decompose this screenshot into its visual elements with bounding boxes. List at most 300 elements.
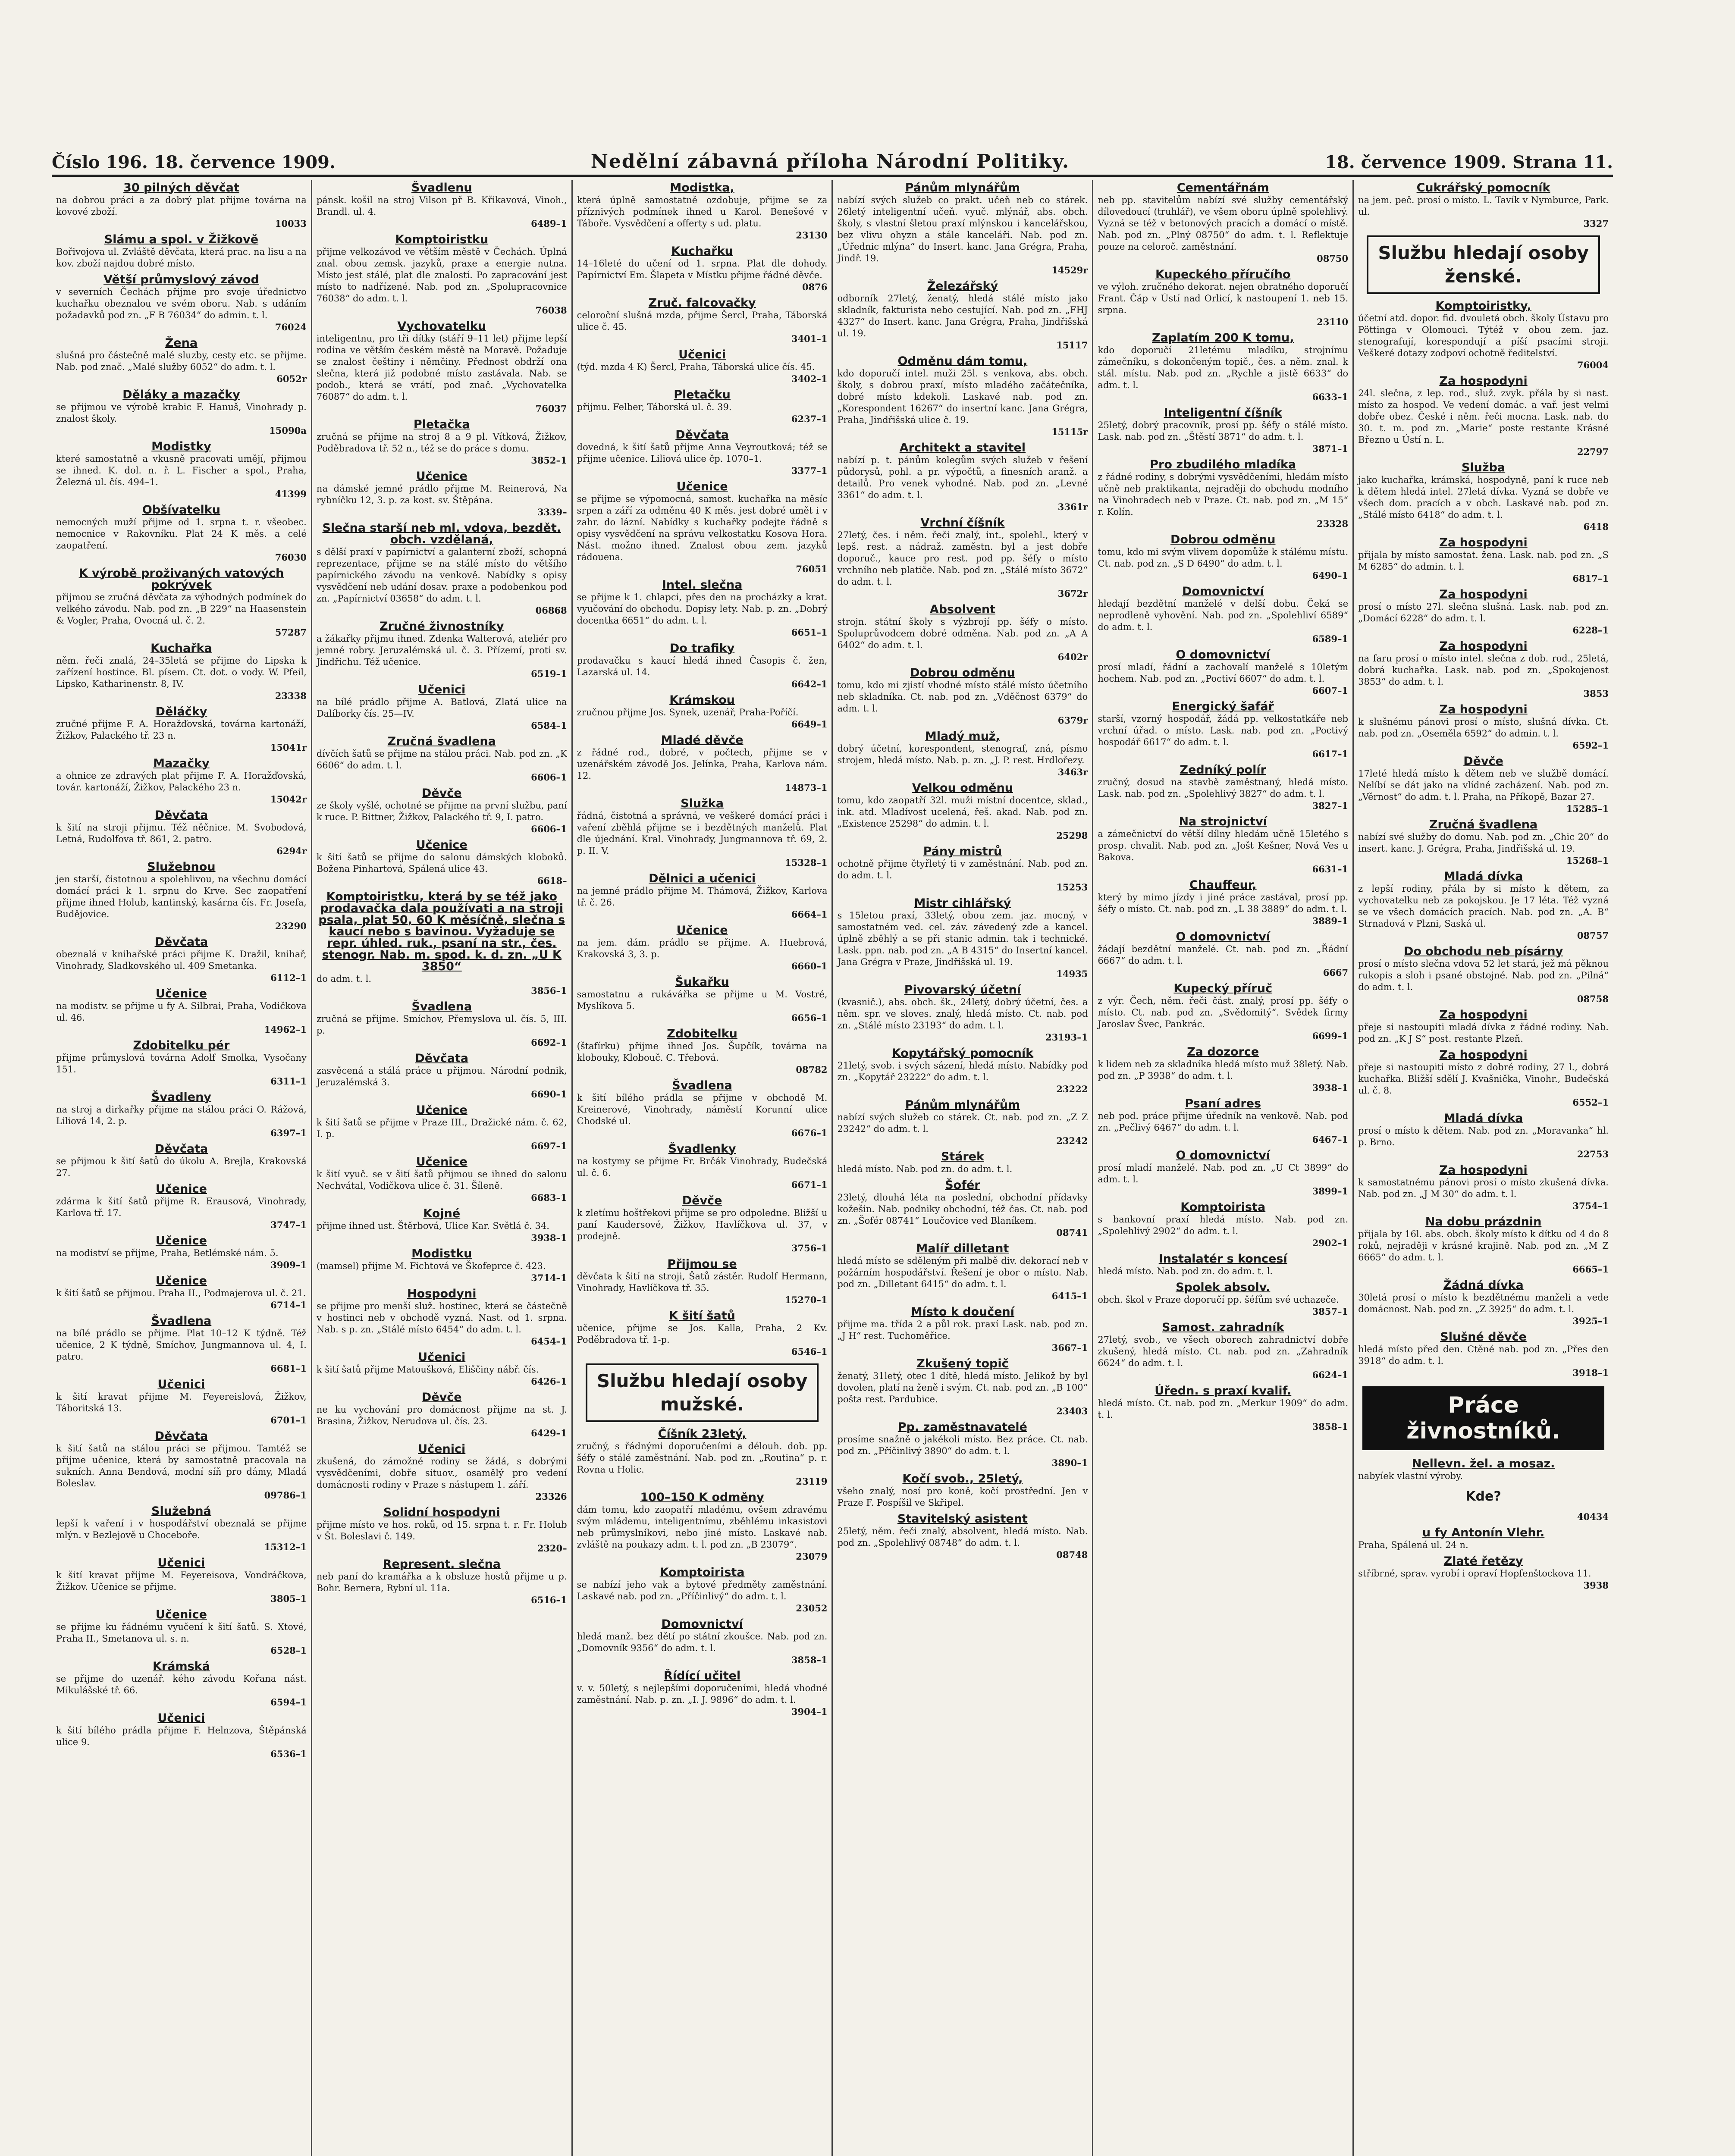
ad-title: Železářský (927, 279, 998, 293)
classified-ad (837, 1473, 1088, 1509)
ad-code: 3890–1 (1051, 1457, 1088, 1468)
ad-body: zasvěcená a stálá práce u přijmou. Národní podnik, Jeruzalémská 3. (316, 1065, 567, 1087)
classified-ad (317, 1443, 567, 1502)
classified-ad (1358, 1555, 1609, 1591)
ad-title: Zkušený topič (916, 1357, 1009, 1370)
ad-body: na bílé prádlo přijme A. Batlová, Zlatá ulice na Dalíborky čís. 25—IV. (316, 697, 567, 719)
ad-code: 6692–1 (531, 1037, 567, 1048)
ad-code: 3852–1 (531, 455, 567, 466)
ad-code: 6690–1 (531, 1089, 567, 1100)
ad-body: děvčata k šití na stroji, Šatů zástěr. Rudolf Hermann, Vinohrady, Havlíčkova tř. 35. (577, 1271, 828, 1293)
ad-code: 6519–1 (531, 668, 567, 679)
ad-body: tomu, kdo mi zjistí vhodné místo stálé místo účetního neb skladníka. Ct. nab. pod zn. „Vděčnost 6379“ do adm. t. l. (837, 680, 1088, 714)
ad-title: Za hospodyni (1439, 639, 1528, 653)
ad-code (1358, 1511, 1609, 1523)
classified-ad (577, 389, 828, 425)
classified-ad (837, 1151, 1088, 1175)
ad-body: přijala by místo samostat. žena. Lask. nab. pod zn. „S M 6285“ do admin. t. l. (1358, 550, 1609, 572)
classified-ad (1098, 1253, 1348, 1277)
classified-ad (837, 1179, 1088, 1238)
ad-body: přijmou se zručná děvčata za výhodných podmínek do velkého závodu. Nab. pod zn. „B 229“ na Haasenstein & Vogler, Praha, Ovocná ul. č. 2. (56, 592, 307, 626)
ad-title: Švadlena (672, 1079, 732, 1092)
ad-code: 6683–1 (531, 1192, 567, 1203)
ad-body: na modistv. se přijme u fy A. Silbrai, Praha, Vodičkova ul. 46. (56, 1001, 307, 1023)
ad-body: k šití šatů přijme Matoušková, Eliščiny nábř. čís. (316, 1364, 539, 1375)
ad-code: 6402r (1057, 652, 1088, 662)
ad-code: 08782 (796, 1064, 828, 1075)
classified-ad (1098, 407, 1348, 454)
classified-ad (56, 1315, 307, 1374)
ad-body: tomu, kdo zaopatří 32l. muži místní docentce, sklad., ink. atd. Mladívost ucelená, řeš. akad. Nab. pod zn. „Existence 25298“ do admin. t. l. (837, 795, 1088, 829)
ad-body: 24l. slečna, z lep. rod., služ. zvyk. přála by si nast. místo za hospod. Ve vedení domác. a vař. jest velmi dobře obez. České i něm. řeči mocna. Lask. nab. do 30. t. m. pod zn. „Marie“ poste restante Krásné Březno u Ústí n. L. (1358, 388, 1609, 445)
ad-code: 6681–1 (270, 1363, 307, 1374)
ad-code: 6676–1 (791, 1128, 828, 1138)
classified-ad (577, 798, 828, 868)
ad-code: 23290 (275, 921, 307, 931)
ad-body: něm. řeči znalá, 24–35letá se přijme do Lipska k zařízení hostince. Bl. písem. Ct. dot. o vody. W. Pfeil, Lipsko, Katharinenstr. 8, IV. (56, 655, 307, 689)
ad-title: Absolvent (929, 603, 995, 616)
ad-body: hledá manž. bez dětí po státní zkoušce. Nab. pod zn. „Domovník 9356“ do adm. t. l. (577, 1631, 828, 1653)
ad-title: Komptoiristky, (1435, 299, 1531, 313)
classified-ad (1098, 1098, 1348, 1145)
page-info: 18. července 1909. Strana 11. (1325, 152, 1613, 172)
ad-title: Instalatér s koncesí (1158, 1252, 1287, 1266)
classified-ad (56, 274, 307, 333)
ad-body: na modiství se přijme, Praha, Betlémské nám. 5. (56, 1248, 279, 1258)
classified-ad (317, 1351, 567, 1387)
classified-ad (577, 694, 828, 730)
ad-body: s dělší praxí v papírnictví a galanterní zboží, schopná reprezentace, přijme se na stálé místo do většího papírnického závodu na venkově. Nabídky s opisy vysvědčení neb udání dosav. praxe a podobenkou pod zn. „Papírnictví 03658“ do adm. t. l. (316, 547, 567, 604)
section-heading-dark: Práce živnostníků. (1362, 1386, 1604, 1450)
ad-code: 3672r (1057, 588, 1088, 599)
classified-ad (577, 429, 828, 476)
ad-body: k šití bílého prádla se přijme v obchodě M. Kreinerové, Vinohrady, náměstí Korunní ulice Chodské ul. (577, 1093, 828, 1126)
classified-ad (837, 1306, 1088, 1354)
publication-title: Nedělní zábavná příloha Národní Politiky. (590, 150, 1070, 172)
ad-title: Učenice (155, 1234, 207, 1247)
ad-title: Hospodyni (407, 1287, 477, 1300)
ad-body: slušná pro částečně malé sluzby, cesty etc. se přijme. Nab. pod znač. „Malé služby 6052“ do adm. t. l. (56, 350, 307, 372)
classified-ad (56, 1040, 307, 1087)
ad-title: Učenice (416, 470, 467, 483)
classified-ad (317, 787, 567, 835)
ad-code: 6660–1 (791, 961, 828, 971)
section-heading-box: Službu hledají osoby ženské. (1367, 235, 1600, 294)
ad-body: hledá místo. Ct. nab. pod zn. „Merkur 1909“ do adm. t. l. (1098, 1398, 1349, 1420)
ad-title: Spolek absolv. (1176, 1281, 1271, 1294)
ad-code-text: 40434 (1577, 1511, 1609, 1522)
ad-code: 10033 (275, 218, 307, 229)
ad-code: 3756–1 (791, 1243, 828, 1253)
ad-code: 6415–1 (1051, 1291, 1088, 1301)
ad-body: k šití šatů se přijme v Praze III., Dražické nám. č. 62, I. p. (316, 1117, 567, 1139)
ad-code: 6665–1 (1572, 1264, 1609, 1275)
ad-body: zručný, s řádnými doporučeními a délouh. dob. pp. šéfy o stálé zaměstnání. Nab. pod zn. „Routina“ p. r. Rovna u Holic. (577, 1441, 828, 1475)
ad-body: ze školy vyšlé, ochotné se přijme na první službu, paní k ruce. P. Bittner, Žižkov, Palackého tř. 9, I. patro. (316, 800, 567, 822)
classified-ad (1098, 1201, 1348, 1249)
ad-code: 41399 (275, 489, 307, 499)
ad-body: a žákařky přijmu ihned. Zdenka Walterová, ateliér pro jemné robry. Jeruzalémská ul. č. 3. Přízemí, proti sv. Jindřichu. Též učenice. (316, 633, 567, 667)
ad-code: 2902–1 (1312, 1238, 1349, 1248)
classified-ad (1358, 1009, 1609, 1045)
ad-title: Komptoirista (659, 1566, 745, 1579)
ad-code: 6699–1 (1312, 1031, 1349, 1041)
ad-code: 6112–1 (270, 972, 307, 983)
ad-title: Učenice (416, 838, 467, 852)
ad-body: 25letý, dobrý pracovník, prosí pp. šéfy o stálé místo. Lask. nab. pod zn. „Štěstí 3871“ do adm. t. l. (1098, 420, 1349, 442)
ad-title: Inteligentní číšník (1164, 406, 1282, 420)
classified-ad (317, 419, 567, 466)
ad-title: Mazačky (153, 757, 210, 770)
ad-body: se přijmou ve výrobě krabic F. Hanuš, Vinohrady p. znalost školy. (56, 402, 307, 424)
ad-body: se přijme k 1. chlapci, přes den na procházky a krat. vyučování do obchodu. Dopisy lety. Nab. p. zn. „Dobrý docentka 6651“ do adm. t. l. (577, 592, 828, 626)
ad-title: Děvče (1463, 755, 1503, 768)
classified-ad (837, 1513, 1088, 1561)
ad-body: (týd. mzda 4 K) Šercl, Praha, Táborská ulice čís. 45. (577, 362, 815, 372)
ad-code: 76004 (1577, 360, 1609, 370)
ad-body: k šití šatů se přijmou. Praha II., Podmajerova ul. č. 21. (56, 1288, 306, 1298)
ad-body: se přijme pro menší služ. hostinec, která se částečně v hostinci neb v obchodě vyzná. Nast. od 1. srpna. Nab. s p. zn. „Stálé místo 6454“ do adm. t. l. (316, 1301, 567, 1335)
ad-body: ve výloh. zručného dekorat. nejen obratného doporučí Frant. Čáp v Ústí nad Orlicí, k nastoupení 1. neb 15. srpna. (1098, 282, 1349, 315)
column-2 (312, 180, 573, 2156)
ad-title: Mladá dívka (1443, 1112, 1523, 1125)
ad-code: 15115r (1051, 426, 1088, 437)
classified-ad (577, 734, 828, 793)
classified-ad (837, 517, 1088, 599)
ad-code: 6426–1 (531, 1376, 567, 1387)
ad-code: 3747–1 (270, 1219, 307, 1230)
ad-title: Za hospodyni (1439, 536, 1528, 549)
ad-body: se nabízí jeho vak a bytové předměty zaměstnání. Laskavé nab. pod zn. „Příčinlivý“ do adm. t. l. (577, 1579, 828, 1601)
ad-code: 6237–1 (791, 414, 828, 424)
ad-body: k samostatnému pánovi prosí o místo zkušená dívka. Nab. pod zn. „J M 30“ do adm. t. l. (1358, 1177, 1609, 1199)
ad-title: Děvčata (154, 1429, 208, 1443)
classified-ad (1358, 755, 1609, 815)
ad-body: 14–16leté do učení od 1. srpna. Plat dle dohody. Papírnictví Em. Šlapeta v Místku přijme řádné děvče. (577, 258, 828, 280)
ad-title: K výrobě proživaných vatových pokrývek (78, 567, 284, 592)
classified-ad (317, 1208, 567, 1244)
ad-body: z řádné rod., dobré, v počtech, přijme se v uzenářském závodě Jos. Jelínka, Praha, Karlova nám. 12. (577, 747, 828, 781)
ad-title: Učenice (155, 987, 207, 1000)
classified-ad (317, 1001, 567, 1048)
ad-title: Kopytářský pomocník (891, 1047, 1034, 1060)
ad-body: k šití vyuč. se v šití šatů přijmou se ihned do salonu Nechvátal, Vodičkova ulice č. 31. Šíleně. (316, 1169, 567, 1191)
ad-title: Slámu a spol. v Žižkově (104, 233, 259, 246)
ad-code: 15042r (270, 794, 307, 805)
classified-ad (56, 234, 307, 270)
ad-title: Zaplatím 200 K tomu, (1152, 331, 1294, 345)
ad-code: 3463r (1057, 767, 1088, 777)
classified-ad (1358, 704, 1609, 751)
ad-title: Krámskou (669, 693, 735, 707)
ad-body: zdárma k šití šatů přijme R. Erausová, Vinohrady, Karlova tř. 17. (56, 1196, 307, 1218)
ad-title: Děláčky (155, 705, 207, 718)
classified-ad (1098, 1385, 1348, 1432)
ad-code: 08757 (1577, 930, 1609, 941)
ad-body: přeje si nastoupiti mladá dívka z řádné rodiny. Nab. pod zn. „K J S“ post. restante Plzeň. (1358, 1022, 1609, 1044)
classified-ad (56, 1430, 307, 1501)
classified-ad (56, 1183, 307, 1231)
ad-body: z výr. Čech, něm. řeči část. znalý, prosí pp. šéfy o místo. Ct. nab. pod zn. „Svědomitý“. Svědek firmy Jaroslav Švec, Pankrác. (1098, 996, 1349, 1029)
ad-body: zkušená, do zámožné rodiny se žádá, s dobrými vysvědčeními, dobře situov., osamělý pro vedení domácnosti rodiny v Praze s nástupem 1. září. (316, 1456, 567, 1490)
ad-title: Cementářnám (1177, 181, 1269, 194)
ad-body: 23letý, dlouhá léta na poslední, obchodní přídavky kožešin. Nab. podniky obchodní, též čas. Ct. nab. pod zn. „Šofér 08741“ Loučovice ved Blaníkem. (837, 1192, 1088, 1226)
classified-ad (577, 1618, 828, 1666)
ad-body: ženatý, 31letý, otec 1 dítě, hledá místo. Jelikož by byl dovolen, platí na ženě i svým. Ct. nab. pod zn. „B 100“ pošta rest. Pardubice. (837, 1371, 1088, 1404)
ad-code: 6467–1 (1312, 1134, 1349, 1145)
classified-ad (577, 1492, 828, 1562)
ad-code: 6667 (1323, 967, 1349, 978)
classified-ad (837, 355, 1088, 438)
ad-code: 6606–1 (531, 824, 567, 834)
ad-body: (mamsel) přijme M. Fichtová ve Škofeprce č. 423. (316, 1261, 546, 1271)
ad-title: Na strojnictví (1179, 815, 1267, 828)
ad-code: 23338 (275, 690, 307, 701)
classified-ad (1098, 816, 1348, 875)
ad-title: Větší průmyslový závod (103, 273, 259, 286)
classified-ad (577, 873, 828, 920)
ad-title: Zručné živnostníky (380, 620, 504, 633)
ad-body: řádná, čistotná a správná, ve veškeré domácí práci i vaření zběhlá přijme se i bezdětných manželů. Plat dle újednání. Kral. Vinohrady, Jungmannova tř. 69, 2. p. II. V. (577, 811, 828, 856)
ad-code: 3402–1 (791, 373, 828, 384)
classified-ad (1098, 879, 1348, 927)
ad-body: nabyíek vlastní výroby. (1358, 1471, 1463, 1481)
classified-ad (56, 706, 307, 753)
classified-ad (577, 182, 828, 241)
classified-ad (317, 234, 567, 316)
ad-body: přijmu. Felber, Táborská ul. č. 39. (577, 402, 732, 412)
classified-ad (1098, 459, 1348, 530)
classified-ad (56, 1275, 307, 1311)
ad-code: 76038 (535, 305, 567, 316)
classified-ad (56, 642, 307, 702)
ad-body: všeho znalý, nosí pro koně, kočí prostřední. Jen v Praze F. Pospíšil ve Skřipel. (837, 1486, 1088, 1508)
classified-ad (317, 1558, 567, 1606)
classified-ad (317, 470, 567, 518)
ad-body: neb pp. stavitelům nabízí své služby cementářský dílovedoucí (truhlář), ve všem oboru úplně spolehlivý. Vyzná se též v betonových pracích a domácí o místě. Nab. pod zn. „Plný 08750“ do adm. t. l. Reflektuje pouze na celoroč. zaměstnání. (1098, 195, 1349, 252)
ad-title: Psaní adres (1185, 1097, 1261, 1110)
ad-code: 09786–1 (264, 1490, 307, 1501)
ad-title: Služebná (151, 1504, 211, 1518)
ad-title: Děvčata (675, 428, 729, 442)
ad-body: se přijme ku řádnému vyučení k šití šatů. S. Xtové, Praha II., Smetanova ul. s. n. (56, 1622, 307, 1644)
ad-body: na stroj a dirkařky přijme na stálou práci O. Rážová, Liliová 14, 2. p. (56, 1104, 307, 1126)
ad-title: Pletačku (674, 388, 731, 401)
ad-body: na bílé prádlo se přijme. Plat 10–12 K týdně. Též učenice, 2 K týdně, Smíchov, Jungmannova ul. 4, I. patro. (56, 1328, 307, 1362)
classified-ad (577, 642, 828, 690)
classified-ad (577, 1143, 828, 1191)
ad-body: žádají bezdětní manželé. Ct. nab. pod zn. „Řádní 6667“ do adm. t. l. (1098, 944, 1349, 966)
classified-ad (1358, 1527, 1609, 1551)
ad-code: 3401–1 (791, 333, 828, 344)
ad-title: Zručná švadlena (1429, 818, 1538, 831)
ad-code: 6052r (276, 373, 307, 384)
ad-title: Velkou odměnu (912, 781, 1013, 795)
ad-body: z řádné rodiny, s dobrými vysvědčeními, hledám místo učně neb praktikanta, nejraději do obchodu modního na Vinohradech neb v Praze. Ct. nab. pod zn. „M 15“ r. Kolín. (1098, 472, 1349, 517)
classified-ad (317, 1248, 567, 1284)
ad-code: 08758 (1577, 993, 1609, 1004)
ad-title: Slečna starší neb ml. vdova, bezdět. obch. vzdělaná, (322, 521, 561, 546)
ad-title: Odměnu dám tomu, (897, 354, 1028, 368)
ad-body: celoroční slušná mzda, přijme Šercl, Praha, Táborská ulice č. 45. (577, 310, 828, 332)
classified-ad (1358, 589, 1609, 636)
ad-title: Do obchodu neb písárny (1403, 945, 1563, 958)
ad-body: 27letý, čes. i něm. řeči znalý, int., spolehl., který v lepš. rest. a nádraž. zaměstn. byl a jest dobře doporuč., kauce pro rest. pod pp. šéfy o místo vrchního neb platiče. Nab. pod zn. „Stálé místo 3672“ do adm. t. l. (837, 530, 1088, 587)
classified-ad (317, 839, 567, 887)
ad-code: 15268–1 (1566, 855, 1609, 866)
ad-title: Kuchařka (151, 642, 212, 655)
ad-code: 6594–1 (270, 1697, 307, 1708)
ad-code: 3853 (1583, 688, 1609, 699)
classified-ad (56, 1557, 307, 1604)
ad-code: 3904–1 (791, 1706, 828, 1717)
ad-title: Učenice (155, 1182, 207, 1196)
classified-ad (56, 504, 307, 563)
ad-body: 25letý, něm. řeči znalý, absolvent, hledá místo. Nab. pod zn. „Spolehlivý 08748“ do adm. t. l. (837, 1526, 1088, 1548)
ad-title: u fy Antonín Vlehr. (1422, 1526, 1545, 1539)
ad-code: 15253 (1056, 882, 1088, 893)
ad-title: Malíř dilletant (916, 1242, 1009, 1255)
ad-body: k šití šatů se přijme do salonu dámských kloboků. Božena Pinhartová, Spálená ulice 43. (316, 852, 567, 874)
ad-body: kdo doporučí intel. muži 25l. s venkova, abs. obch. školy, s dobrou praxí, místo mladého začátečníka, dobré místo kdekoli. Laskavé nab. pod zn. „Korespondent 16267“ do insertní kanc. Jana Grégra, Praha, Jindřišská ulice č. 19. (837, 368, 1088, 425)
ad-title: Švadlenky (668, 1142, 736, 1156)
issue-info: Číslo 196. 18. července 1909. (52, 152, 336, 172)
ad-code: 0876 (802, 282, 828, 292)
ad-body: k šití kravat přijme M. Feyereislová, Žižkov, Táboritská 13. (56, 1391, 307, 1413)
classified-ad (837, 984, 1088, 1043)
ad-code: 6714–1 (270, 1300, 307, 1310)
ad-body: k slušnému pánovi prosí o místo, slušná dívka. Ct. nab. pod zn. „Oseměla 6592“ do admin. t. l. (1358, 717, 1609, 739)
ad-code: 6633–1 (1312, 392, 1349, 402)
classified-ad (317, 1104, 567, 1152)
classified-ad (1098, 182, 1348, 264)
classified-ad (837, 730, 1088, 778)
ad-title: Šofér (945, 1178, 980, 1192)
ad-title: Šukařku (675, 975, 729, 989)
ad-body: z lepší rodiny, přála by si místo k dětem, za vychovatelku neb za pokojskou. Je 17 léta. Též vyzná se ve všech domácích pracích. Nab. pod zn. „A. B“ Strnadová v Plzni, Saská ul. (1358, 884, 1609, 929)
ad-big-text: Kde? (1465, 1489, 1501, 1504)
ad-body: starší, vzorný hospodář, žádá pp. velkostatkáře neb vrchní úřad. o místo. Lask. nab. pod zn. „Poctivý hospodář 6617“ do adm. t. l. (1098, 714, 1349, 747)
ad-title: Učenici (157, 1378, 205, 1391)
classified-ad (56, 441, 307, 500)
ad-body: přijme velkozávod ve větším městě v Čechách. Úplná znal. obou zemsk. jazyků, praxe a energie nutna. Místo jest stálé, plat dle znalostí. Po zapracování jest místo to nadřízené. Nab. pod zn. „Spolupracovnice 76038“ do adm. t. l. (316, 247, 567, 304)
ad-title: Učenici (157, 1711, 205, 1725)
ad-body: na dámské jemné prádlo přijme M. Reinerová, Na rybníčku 12, 3. p. za kost. sv. Štěpána. (316, 483, 567, 505)
ad-title: Komptoirista (1180, 1200, 1266, 1214)
column-5 (1093, 180, 1354, 2156)
ad-title: Architekt a stavitel (899, 441, 1026, 454)
ad-body: jako kuchařka, krámská, hospodyně, paní k ruce neb k dětem hledá intel. 27letá dívka. Vyzná se dobře ve všech dom. pracích a v obch. Laskavé nab. pod zn. „Stálé místo 6418“ do adm. t. l. (1358, 475, 1609, 520)
classified-ad (1098, 649, 1348, 696)
ad-body: hledá místo před den. Ctěné nab. pod zn. „Přes den 3918“ do adm. t. l. (1358, 1344, 1609, 1366)
classified-ad (56, 1235, 307, 1271)
ad-code: 23110 (1317, 317, 1349, 327)
ad-body: v severních Čechách přijme pro svoje úřednictvo kuchařku obeznalou ve svém oboru. Nab. s udáním požadavků pod zn. „F B 76034“ do admin. t. l. (56, 287, 307, 320)
ad-body: prosí mladí manželé. Nab. pod zn. „U Ct 3899“ do adm. t. l. (1098, 1163, 1349, 1185)
ad-title: Stárek (941, 1150, 984, 1163)
ad-code: 15328–1 (785, 857, 828, 868)
classified-ad (837, 442, 1088, 513)
ad-body: které samostatně a vkusně pracovati umějí, přijmou se ihned. K. dol. n. ř. L. Fischer a spol., Praha, Železná ul. čís. 494–1. (56, 454, 307, 487)
ad-title: Místo k doučení (910, 1305, 1015, 1319)
ad-title: Dělnici a učenici (649, 872, 756, 885)
ad-title: Cukrářský pomocník (1416, 181, 1550, 194)
ad-title: Pivovarský účetní (904, 983, 1021, 997)
ad-code: 14529r (1051, 265, 1088, 276)
ad-title: O domovnictví (1176, 648, 1271, 661)
ad-code: 22797 (1577, 446, 1609, 457)
classified-ad (1358, 462, 1609, 533)
classified-ad (56, 1379, 307, 1426)
ad-body: nemocných muží přijme od 1. srpna t. r. všeobec. nemocnice v Rakovníku. Plat 24 K měs. a celé zaopatření. (56, 517, 307, 551)
ad-code: 15090a (269, 425, 307, 436)
ad-title: Děvče (682, 1194, 722, 1207)
classified-ad (1098, 931, 1348, 978)
ad-title: K šití šatů (669, 1309, 735, 1322)
ad-code: 6294r (276, 846, 307, 856)
ad-body: hledají bezdětní manželé v delší dobu. Čeká se neprodleně vyhovění. Nab. pod zn. „Spolehliví 6589“ do adm. t. l. (1098, 599, 1349, 632)
ad-title: Komptoiristku, která by se též jako prodavačka dala používati a na stroji psala, plat 50, 60 K měsíčně, slečna s kaucí nebo s bavinou. Vyžaduje se repr. úhled. ruk., psaní na str., čes. stenogr. Nab. m. spod. k. d. zn. „U K 3850“ (318, 890, 565, 973)
ad-title: Pp. zaměstnavatelé (897, 1420, 1027, 1434)
ad-body: k šití bílého prádla přijme F. Helnzova, Štěpánská ulice 9. (56, 1725, 307, 1747)
classified-ad (577, 579, 828, 638)
ad-code: 6607–1 (1312, 685, 1349, 696)
ad-code: 6642–1 (791, 679, 828, 689)
ad-body: přeje si nastoupiti místo z dobré rodiny, 27 l., dobrá kuchařka. Bližší sdělí J. Kvašnička, Vinohr., Budečská ul. č. 8. (1358, 1062, 1609, 1096)
ad-body: se přijmou k šití šatů do úkolu A. Brejla, Krakovská 27. (56, 1156, 307, 1178)
ad-body: přijala by 16l. abs. obch. školy místo k dítku od 4 do 8 roků, nejraději v krásné krajině. Nab. pod zn. „M Z 6665“ do adm. t. l. (1358, 1229, 1609, 1263)
classified-ad (1358, 871, 1609, 941)
ad-title: Služka (681, 797, 724, 810)
ad-code: 3339– (537, 507, 567, 517)
ad-body: ochotně přijme čtyřletý ti v zaměstnání. Nab. pod zn. do adm. t. l. (837, 859, 1088, 881)
ad-code: 6664–1 (791, 909, 828, 920)
classified-ad (1358, 537, 1609, 584)
ad-code: 6618– (537, 875, 567, 886)
ad-code: 6631–1 (1312, 864, 1349, 874)
ad-code: 3925–1 (1572, 1316, 1609, 1326)
ad-title: Děvčata (154, 808, 208, 822)
ad-code: 3909–1 (270, 1260, 307, 1270)
ad-code: 15117 (1056, 340, 1088, 351)
ad-body: k zletímu hoštřekovi přijme se pro odpoledne. Bližší u paní Kaudersové, Žižkov, Havlíčkova ul. 37, v prodejně. (577, 1208, 828, 1241)
ad-body: 30letá prosí o místo k bezdětnému manželi a vede domácnost. Nab. pod zn. „Z 3925“ do adm. t. l. (1358, 1292, 1609, 1314)
ad-body: inteligentnu, pro tři dítky (stáří 9–11 let) přijme lepší rodina ve větším českém městě na Moravě. Požaduje se znalost češtiny i němčiny. Přednost obdrží ona slečna, která již podobné místo zastávala. Nab. se podob., která se vrátí, pod znač. „Vychovatelka 76087“ do adm. t. l. (316, 333, 567, 402)
ad-title: Učenice (155, 1608, 207, 1621)
ad-code: 23130 (796, 230, 828, 241)
ad-code: 3938–1 (1312, 1082, 1349, 1093)
ad-body: k šití šatů na stálou práci se přijmou. Tamtéž se přijme učenice, která by samostatně pracovala na sukních. Anna Bendová, modní síň pro dámy, Mladá Boleslav. (56, 1443, 307, 1489)
ad-code: 23328 (1317, 518, 1349, 529)
classified-ad (56, 337, 307, 385)
classified-ad (1358, 1164, 1609, 1212)
ad-title: Zdobitelku (667, 1027, 737, 1040)
ad-body: nabízí své služby do domu. Nab. pod zn. „Chic 20“ do insert. kanc. J. Grégra, Praha, Jindřišská ul. 19. (1358, 832, 1609, 854)
classified-ad (837, 1421, 1088, 1469)
classified-ad (1098, 332, 1348, 403)
ad-title: Zlaté řetězy (1443, 1554, 1523, 1568)
ad-title: Žádná dívka (1443, 1279, 1524, 1292)
ad-title: Pánům mlynářům (905, 181, 1020, 194)
ad-body: v. v. 50letý, s nejlepšími doporučeními, hledá vhodné zaměstnání. Nab. p. zn. „I. J. 9896“ do adm. t. l. (577, 1683, 828, 1705)
ad-title: Za hospodyni (1439, 374, 1528, 388)
classified-ad (56, 1505, 307, 1553)
ad-body: k lidem neb za skladníka hledá místo muž 38letý. Nab. pod zn. „P 3938“ do adm. t. l. (1098, 1059, 1349, 1081)
ad-body: prosí o místo slečna vdova 52 let stará, jež má pěknou rukopis a sloh i psané obstojné. Nab. pod zn. „Pilná“ do adm. t. l. (1358, 959, 1609, 992)
ad-code: 3805–1 (270, 1593, 307, 1604)
ad-title: Zruč. falcovačky (648, 296, 756, 310)
ad-body: účetní atd. dopor. fid. dvouletá obch. školy Ústavu pro Pöttinga v Olomouci. Týtéž v obou zem. jaz. stenografují, korespondují a píší psacími stroji. Veškeré dotazy zodpoví ochotně ředitelství. (1358, 313, 1609, 358)
